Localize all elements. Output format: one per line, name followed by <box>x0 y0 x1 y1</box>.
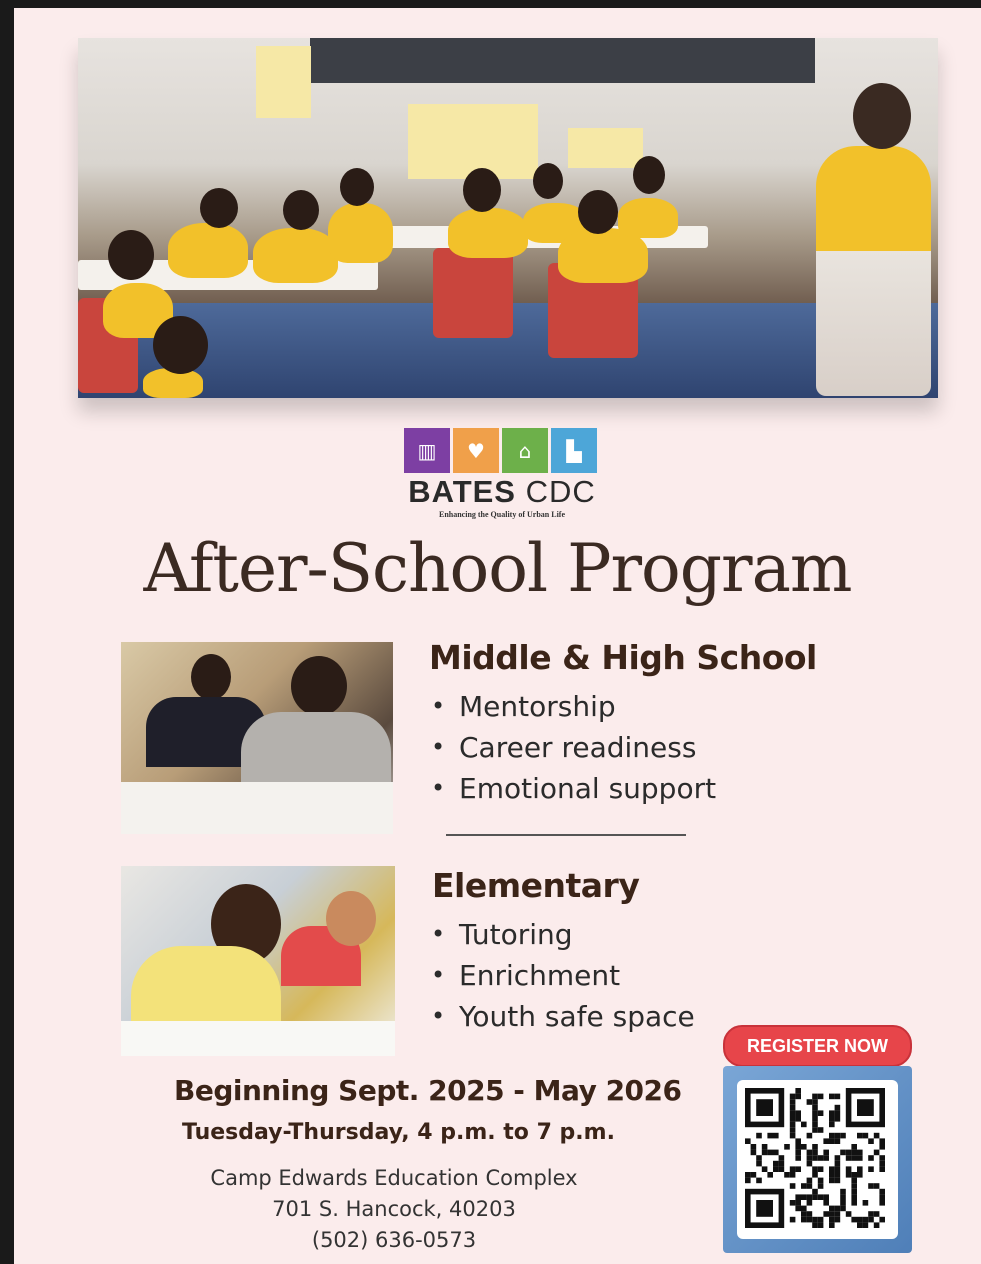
logo-house-icon: ⌂ <box>502 428 548 473</box>
logo-building-icon: ▥ <box>404 428 450 473</box>
logo-heart-icon: ♥ <box>453 428 499 473</box>
location-address: 701 S. Hancock, 40203 <box>272 1197 516 1221</box>
section-divider <box>446 834 686 836</box>
location-phone: (502) 636-0573 <box>311 1228 477 1252</box>
qr-code-icon <box>745 1088 890 1231</box>
list-item: • Emotional support <box>429 768 716 809</box>
teacher-figure <box>816 146 931 396</box>
classroom-screen <box>310 38 815 83</box>
list-item: • Career readiness <box>429 727 716 768</box>
flyer-page <box>14 8 981 1264</box>
registration-qr-code[interactable] <box>723 1066 912 1253</box>
bates-cdc-logo <box>404 428 600 523</box>
program-title: After-School Program <box>143 530 852 607</box>
elementary-photo <box>121 866 395 1056</box>
mentorship-photo <box>121 642 393 834</box>
list-item: • Youth safe space <box>429 996 695 1037</box>
logo-tagline: Enhancing the Quality of Urban Life <box>438 510 565 519</box>
list-item: • Enrichment <box>429 955 695 996</box>
register-now-button[interactable]: REGISTER NOW <box>723 1025 912 1067</box>
logo-skyline-icon: ▙ <box>551 428 597 473</box>
middle-high-school-list <box>429 686 716 809</box>
elementary-list <box>429 914 695 1037</box>
middle-high-school-heading: Middle & High School <box>429 638 817 677</box>
location-name: Camp Edwards Education Complex <box>210 1166 578 1190</box>
program-dates: Beginning Sept. 2025 - May 2026 <box>174 1074 682 1107</box>
list-item: • Tutoring <box>429 914 695 955</box>
hero-classroom-photo <box>78 38 938 398</box>
location-block <box>144 1163 644 1256</box>
list-item: • Mentorship <box>429 686 716 727</box>
elementary-heading: Elementary <box>432 866 640 905</box>
logo-name: BATES CDC <box>408 474 596 509</box>
program-days: Tuesday-Thursday, 4 p.m. to 7 p.m. <box>182 1120 615 1145</box>
